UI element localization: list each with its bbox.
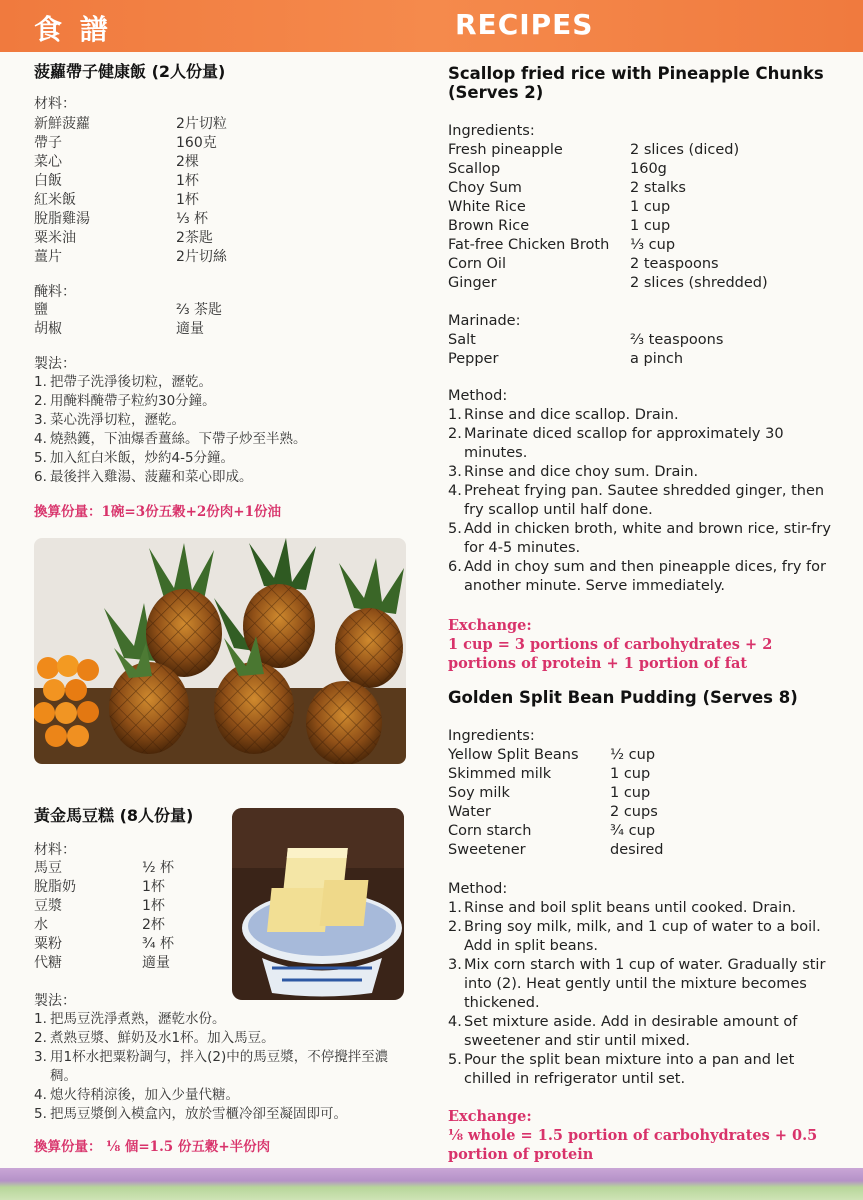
marinade-label: 醃料： — [34, 284, 76, 300]
ingredient-row — [34, 248, 414, 267]
marinade-row — [34, 301, 414, 320]
method-step: 4. Preheat frying pan. Sautee shredded ginger, then fry scallop until half done. — [448, 483, 825, 518]
ingredient-row — [448, 198, 848, 217]
ingredient-list — [34, 859, 234, 973]
method-step: 4. 熄火待稍涼後，加入少量代糖。 — [34, 1087, 239, 1103]
ingredient-row — [34, 897, 234, 916]
ingredient-row — [448, 746, 848, 765]
header-title-en: RECIPES — [455, 8, 594, 41]
ingredients-label: 材料： — [34, 96, 76, 112]
method-steps — [34, 1010, 414, 1124]
footer-stripe — [0, 1168, 863, 1200]
ingredient-row — [34, 859, 234, 878]
page-header — [0, 0, 863, 52]
ingredient-name: Sweetener — [448, 842, 526, 858]
exchange-text: ⅛ whole = 1.5 portion of carbohydrates + 0.5 portion of protein — [448, 1127, 818, 1163]
method-step: 3. Rinse and dice choy sum. Drain. — [448, 464, 699, 480]
marinade-list — [34, 301, 414, 339]
method-step: 1. Rinse and boil split beans until cooked. Drain. — [448, 900, 796, 916]
marinade-row — [448, 331, 848, 350]
ingredient-qty: 160g — [630, 161, 667, 177]
ingredient-qty: desired — [610, 842, 664, 858]
ingredient-name: Corn starch — [448, 823, 532, 839]
ingredient-name: 紅米飯 — [34, 192, 76, 208]
ingredient-qty: 1杯 — [176, 192, 199, 208]
ingredient-list — [448, 746, 848, 860]
ingredient-qty: ⅓ 杯 — [176, 211, 209, 227]
ingredient-name: Fresh pineapple — [448, 142, 563, 158]
ingredient-row — [34, 916, 234, 935]
marinade-name: Salt — [448, 332, 476, 348]
exchange-label: Exchange: — [448, 617, 532, 634]
method-step: 1. 把馬豆洗淨煮熟，瀝乾水份。 — [34, 1011, 226, 1027]
ingredient-name: 帶子 — [34, 135, 62, 151]
zh-recipe-2-method — [34, 990, 414, 1157]
header-title-zh: 食 譜 — [34, 13, 112, 46]
ingredient-list — [34, 115, 414, 267]
ingredient-qty: 2 slices (diced) — [630, 142, 740, 158]
en-recipe-2 — [448, 688, 848, 1164]
method-label: 製法： — [34, 993, 76, 1009]
method-steps — [448, 899, 828, 1089]
marinade-name: 胡椒 — [34, 321, 62, 337]
ingredient-qty: ½ 杯 — [142, 860, 175, 876]
ingredient-name: Ginger — [448, 275, 497, 291]
marinade-qty: ⅔ teaspoons — [630, 332, 724, 348]
ingredient-name: White Rice — [448, 199, 526, 215]
ingredient-row — [448, 217, 848, 236]
marinade-qty: ⅔ 茶匙 — [176, 302, 223, 318]
ingredient-qty: ⅓ cup — [630, 237, 676, 253]
ingredient-qty: 2 slices (shredded) — [630, 275, 768, 291]
ingredient-row — [448, 274, 848, 293]
recipe-title: Golden Split Bean Pudding (Serves 8) — [448, 688, 798, 707]
ingredient-row — [448, 765, 848, 784]
ingredient-row — [34, 878, 234, 897]
marinade-qty: a pinch — [630, 351, 684, 367]
ingredient-name: Scallop — [448, 161, 501, 177]
ingredient-qty: 1 cup — [610, 785, 651, 801]
ingredients-label: Ingredients: — [448, 728, 535, 744]
method-step: 2. 煮熟豆漿、鮮奶及水1杯。加入馬豆。 — [34, 1030, 275, 1046]
ingredient-row — [34, 229, 414, 248]
method-step: 3. 菜心洗淨切粒，瀝乾。 — [34, 412, 185, 428]
ingredient-name: 代糖 — [34, 955, 62, 971]
ingredient-row — [34, 115, 414, 134]
ingredient-name: 薑片 — [34, 249, 62, 265]
method-step: 2. Marinate diced scallop for approximately 30 minutes. — [448, 426, 784, 461]
ingredient-qty: ¾ cup — [610, 823, 656, 839]
ingredient-qty: 2片切絲 — [176, 249, 227, 265]
marinade-list — [448, 331, 848, 369]
method-step: 6. Add in choy sum and then pineapple dices, fry for another minute. Serve immediately. — [448, 559, 826, 594]
ingredient-name: 馬豆 — [34, 860, 62, 876]
ingredient-name: 粟粉 — [34, 936, 62, 952]
ingredient-qty: 2杯 — [142, 917, 165, 933]
ingredient-qty: 2棵 — [176, 154, 199, 170]
exchange-text: 換算份量： ⅛ 個=1.5 份五穀+半份肉 — [34, 1139, 271, 1155]
method-label: 製法： — [34, 356, 76, 372]
method-label: Method: — [448, 388, 508, 404]
zh-recipe-2 — [34, 806, 234, 973]
ingredient-row — [448, 141, 848, 160]
method-steps — [34, 373, 414, 487]
ingredient-qty: 2 cups — [610, 804, 658, 820]
ingredient-qty: 1 cup — [610, 766, 651, 782]
ingredient-name: Corn Oil — [448, 256, 506, 272]
method-step: 2. Bring soy milk, milk, and 1 cup of water to a boil. Add in split beans. — [448, 919, 821, 954]
ingredient-qty: 2 teaspoons — [630, 256, 719, 272]
ingredient-qty: 2片切粒 — [176, 116, 227, 132]
method-steps — [448, 406, 840, 596]
ingredient-qty: 160克 — [176, 135, 217, 151]
ingredient-name: 白飯 — [34, 173, 62, 189]
ingredient-row — [34, 935, 234, 954]
ingredient-qty: 適量 — [142, 955, 170, 971]
method-step: 1. Rinse and dice scallop. Drain. — [448, 407, 679, 423]
ingredient-row — [448, 784, 848, 803]
ingredient-qty: 1 cup — [630, 218, 671, 234]
ingredient-row — [34, 172, 414, 191]
marinade-row — [34, 320, 414, 339]
method-step: 5. 把馬豆漿倒入模盒內，放於雪櫃冷卻至凝固即可。 — [34, 1106, 347, 1122]
method-step: 2. 用醃料醃帶子粒約30分鐘。 — [34, 393, 216, 409]
ingredient-row — [448, 179, 848, 198]
method-step: 6. 最後拌入雞湯、菠蘿和菜心即成。 — [34, 469, 253, 485]
ingredient-name: 豆漿 — [34, 898, 62, 914]
ingredient-qty: ½ cup — [610, 747, 656, 763]
ingredient-name: Choy Sum — [448, 180, 522, 196]
ingredient-qty: 1杯 — [176, 173, 199, 189]
ingredients-label: 材料： — [34, 842, 76, 858]
method-step: 4. 燒熱鑊，下油爆香薑絲。下帶子炒至半熟。 — [34, 431, 307, 447]
ingredient-row — [448, 160, 848, 179]
ingredient-row — [34, 134, 414, 153]
ingredient-list — [448, 141, 848, 293]
marinade-row — [448, 350, 848, 369]
method-step: 1. 把帶子洗淨後切粒，瀝乾。 — [34, 374, 212, 390]
ingredient-row — [34, 210, 414, 229]
ingredient-name: Skimmed milk — [448, 766, 552, 782]
ingredient-qty: 1杯 — [142, 879, 165, 895]
ingredient-name: Fat-free Chicken Broth — [448, 237, 610, 253]
ingredient-qty: 2 stalks — [630, 180, 686, 196]
marinade-name: 鹽 — [34, 302, 48, 318]
ingredient-row — [448, 822, 848, 841]
exchange-text: 換算份量：1碗=3份五穀+2份肉+1份油 — [34, 504, 282, 520]
method-step: 5. 加入紅白米飯，炒約4-5分鐘。 — [34, 450, 235, 466]
ingredient-name: 脫脂雞湯 — [34, 211, 90, 227]
ingredient-name: 脫脂奶 — [34, 879, 76, 895]
ingredient-row — [34, 954, 234, 973]
ingredients-label: Ingredients: — [448, 123, 535, 139]
method-step: 4. Set mixture aside. Add in desirable amount of sweetener and stir until mixed. — [448, 1014, 798, 1049]
marinade-qty: 適量 — [176, 321, 204, 337]
method-step: 5. Add in chicken broth, white and brown rice, stir-fry for 4-5 minutes. — [448, 521, 831, 556]
en-recipe-1 — [448, 64, 848, 673]
ingredient-qty: 2茶匙 — [176, 230, 213, 246]
ingredient-row — [448, 841, 848, 860]
ingredient-name: 粟米油 — [34, 230, 76, 246]
ingredient-name: 新鮮菠蘿 — [34, 116, 90, 132]
ingredient-qty: 1杯 — [142, 898, 165, 914]
ingredient-name: 水 — [34, 917, 48, 933]
ingredient-name: Brown Rice — [448, 218, 530, 234]
ingredient-name: Soy milk — [448, 785, 510, 801]
zh-recipe-1 — [34, 62, 414, 522]
recipe-title: Scallop fried rice with Pineapple Chunks (Serves 2) — [448, 64, 824, 102]
ingredient-row — [448, 803, 848, 822]
exchange-text: 1 cup = 3 portions of carbohydrates + 2 portions of protein + 1 portion of fat — [448, 636, 773, 672]
recipe-title: 黃金馬豆糕 (8人份量) — [34, 806, 194, 825]
ingredient-qty: 1 cup — [630, 199, 671, 215]
method-step: 5. Pour the split bean mixture into a pan and let chilled in refrigerator until set. — [448, 1052, 795, 1087]
ingredient-row — [34, 153, 414, 172]
ingredient-row — [34, 191, 414, 210]
recipe-title: 菠蘿帶子健康飯 (2人份量) — [34, 62, 226, 81]
method-label: Method: — [448, 881, 508, 897]
pineapple-photo — [34, 538, 406, 764]
ingredient-row — [448, 255, 848, 274]
marinade-name: Pepper — [448, 351, 499, 367]
ingredient-name: Yellow Split Beans — [448, 747, 579, 763]
method-step: 3. 用1杯水把粟粉調勻，拌入(2)中的馬豆漿，不停攪拌至濃稠。 — [34, 1049, 389, 1084]
marinade-label: Marinade: — [448, 313, 521, 329]
ingredient-name: Water — [448, 804, 491, 820]
method-step: 3. Mix corn starch with 1 cup of water. Gradually stir into (2). Heat gently until the mixture becomes thickened. — [448, 957, 826, 1011]
ingredient-name: 菜心 — [34, 154, 62, 170]
exchange-label: Exchange: — [448, 1108, 532, 1125]
ingredient-qty: ¾ 杯 — [142, 936, 175, 952]
ingredient-row — [448, 236, 848, 255]
pudding-photo — [232, 808, 404, 1000]
